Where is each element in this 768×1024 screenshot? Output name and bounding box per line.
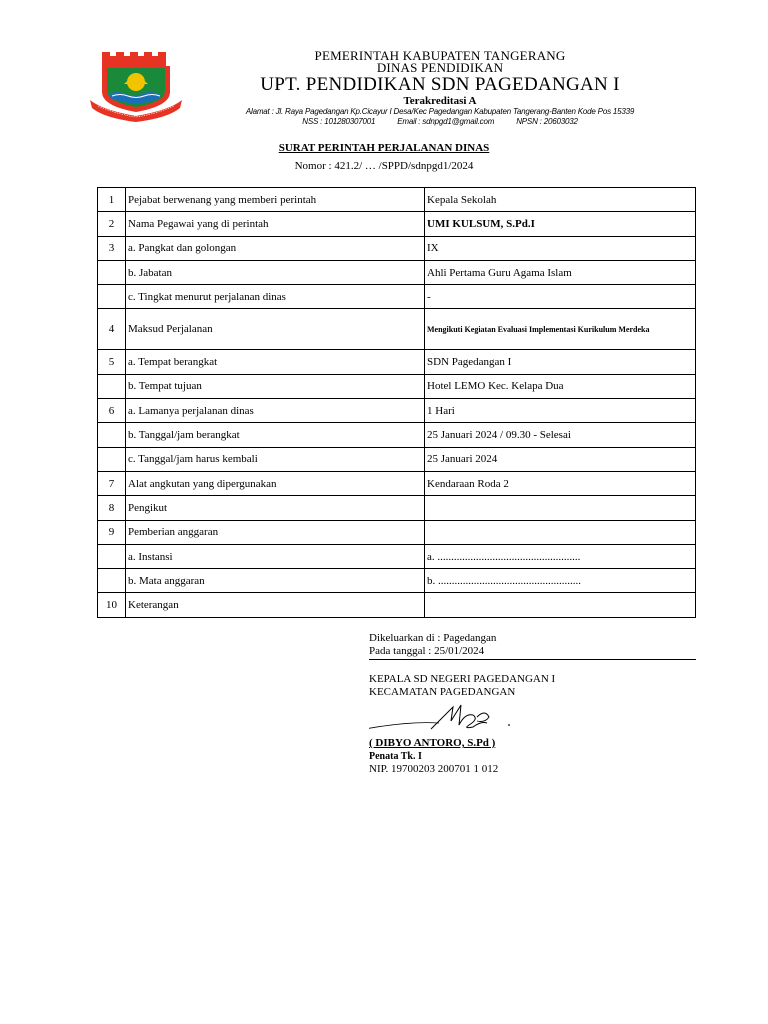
row-number: [98, 447, 126, 471]
letterhead-email: Email : sdnpgd1@gmail.com: [397, 117, 495, 126]
table-row: [98, 544, 696, 568]
row-label: Keterangan: [126, 593, 425, 617]
table-row: [98, 447, 696, 471]
row-label: a. Tempat berangkat: [126, 350, 425, 374]
row-label: Pejabat berwenang yang memberi perintah: [126, 188, 425, 212]
row-value: Kendaraan Roda 2: [425, 471, 696, 495]
row-number: 4: [98, 309, 126, 350]
row-number: 3: [98, 236, 126, 260]
row-label: a. Pangkat dan golongan: [126, 236, 425, 260]
row-value: IX: [425, 236, 696, 260]
row-value: -: [425, 285, 696, 309]
row-label: Alat angkutan yang dipergunakan: [126, 471, 425, 495]
row-number: 9: [98, 520, 126, 544]
row-number: [98, 569, 126, 593]
row-value: 1 Hari: [425, 399, 696, 423]
row-label: a. Lamanya perjalanan dinas: [126, 399, 425, 423]
row-value: b. ....................................................: [425, 569, 696, 593]
letterhead-school-name: UPT. PENDIDIKAN SDN PAGEDANGAN I: [260, 74, 620, 95]
letterhead-nss: NSS : 101280307001: [302, 117, 376, 126]
travel-order-table: [97, 187, 696, 618]
table-row: [98, 309, 696, 350]
row-number: 5: [98, 350, 126, 374]
row-number: [98, 260, 126, 284]
table-row: [98, 399, 696, 423]
table-row: [98, 520, 696, 544]
signer-name: ( DIBYO ANTORO, S.Pd ): [369, 737, 496, 749]
table-row: [98, 374, 696, 398]
letterhead-government: PEMERINTAH KABUPATEN TANGERANG: [314, 48, 566, 63]
row-label: c. Tingkat menurut perjalanan dinas: [126, 285, 425, 309]
letterhead: [210, 50, 670, 127]
table-row: [98, 471, 696, 495]
row-number: 7: [98, 471, 126, 495]
document-title: SURAT PERINTAH PERJALANAN DINAS: [278, 142, 490, 154]
signer-position-2: KECAMATAN PAGEDANGAN: [369, 686, 516, 698]
row-label: b. Tempat tujuan: [126, 374, 425, 398]
kabupaten-tangerang-emblem: [88, 48, 184, 122]
issued-date: Pada tanggal : 25/01/2024: [369, 645, 485, 657]
row-value: 25 Januari 2024: [425, 447, 696, 471]
row-value: Kepala Sekolah: [425, 188, 696, 212]
signature-block: [369, 632, 696, 776]
row-label: a. Instansi: [126, 544, 425, 568]
row-number: 2: [98, 212, 126, 236]
row-value: UMI KULSUM, S.Pd.I: [425, 212, 696, 236]
document-number: Nomor : 421.2/ … /SPPD/sdnpgd1/2024: [294, 160, 474, 172]
row-number: [98, 423, 126, 447]
table-row: [98, 569, 696, 593]
table-row: [98, 350, 696, 374]
letterhead-department: DINAS PENDIDIKAN: [376, 60, 504, 75]
row-number: 8: [98, 496, 126, 520]
row-value: 25 Januari 2024 / 09.30 - Selesai: [425, 423, 696, 447]
table-row: [98, 285, 696, 309]
row-value: [425, 520, 696, 544]
row-label: Nama Pegawai yang di perintah: [126, 212, 425, 236]
table-row: [98, 236, 696, 260]
table-row: [98, 593, 696, 617]
table-row: [98, 423, 696, 447]
row-value: [425, 496, 696, 520]
letterhead-npsn: NPSN : 20603032: [516, 117, 578, 126]
row-value: Hotel LEMO Kec. Kelapa Dua: [425, 374, 696, 398]
row-number: [98, 285, 126, 309]
row-label: Pengikut: [126, 496, 425, 520]
row-label: b. Mata anggaran: [126, 569, 425, 593]
row-number: [98, 544, 126, 568]
table-row: [98, 212, 696, 236]
letterhead-contacts: [210, 117, 670, 127]
row-number: [98, 374, 126, 398]
table-row: [98, 188, 696, 212]
handwritten-signature: [369, 699, 529, 737]
row-label: Pemberian anggaran: [126, 520, 425, 544]
signer-position-1: KEPALA SD NEGERI PAGEDANGAN I: [369, 673, 556, 685]
table-row: [98, 260, 696, 284]
signature-divider: [369, 659, 696, 660]
letterhead-address: Alamat : Jl. Raya Pagedangan Kp.Cicayur I Desa/Kec Pagedangan Kabupaten Tangerang-Banten Kode Pos 15339: [245, 107, 635, 116]
row-label: c. Tanggal/jam harus kembali: [126, 447, 425, 471]
signer-rank: Penata Tk. I: [369, 751, 422, 762]
row-value: [425, 593, 696, 617]
row-number: 6: [98, 399, 126, 423]
table-row: [98, 496, 696, 520]
row-value: SDN Pagedangan I: [425, 350, 696, 374]
signer-nip: NIP. 19700203 200701 1 012: [369, 763, 499, 775]
row-number: 10: [98, 593, 126, 617]
travel-order-table-body: [98, 188, 696, 618]
row-value: a. ....................................................: [425, 544, 696, 568]
row-label: Maksud Perjalanan: [126, 309, 425, 350]
row-number: 1: [98, 188, 126, 212]
row-value: Ahli Pertama Guru Agama Islam: [425, 260, 696, 284]
document-title-wrap: [0, 142, 768, 154]
row-value: Mengikuti Kegiatan Evaluasi Implementasi Kurikulum Merdeka: [425, 309, 696, 350]
row-label: b. Tanggal/jam berangkat: [126, 423, 425, 447]
row-label: b. Jabatan: [126, 260, 425, 284]
issued-at: Dikeluarkan di : Pagedangan: [369, 632, 497, 644]
letterhead-accreditation: Terakreditasi A: [403, 95, 477, 107]
